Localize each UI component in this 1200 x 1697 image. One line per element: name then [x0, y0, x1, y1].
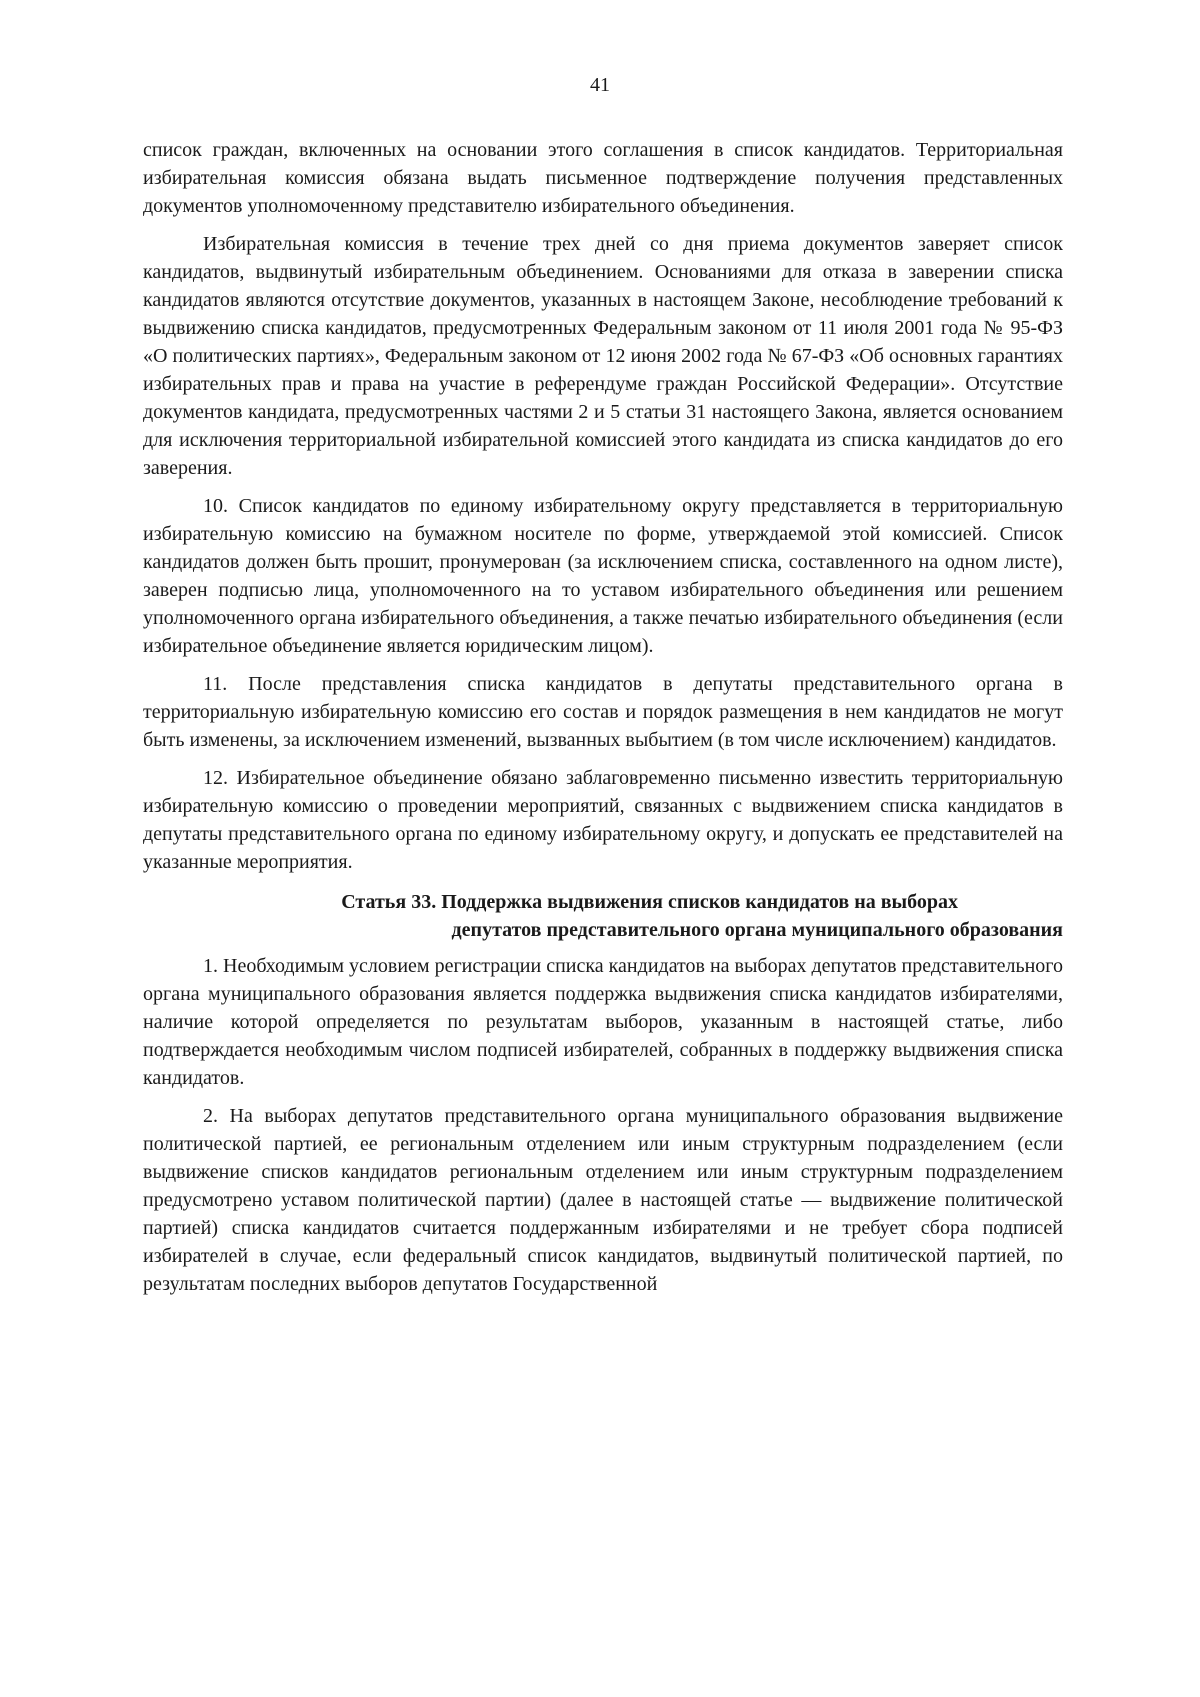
document-body	[143, 136, 1063, 1308]
page-number: 41	[590, 74, 610, 96]
paragraph-item-11: 11. После представления списка кандидатов в депутаты представительного органа в территориальную избирательную комиссию его состав и порядок размещения в нем кандидатов не могут быть изменены, за исключением изменений, вызванных выбытием (в том числе исключением) кандидатов.	[143, 673, 1063, 751]
paragraph-item-12: 12. Избирательное объединение обязано заблаговременно письменно известить территориальную избирательную комиссию о проведении мероприятий, связанных с выдвижением списка кандидатов в депутаты представительного органа по единому избирательному округу, и допускать ее представителей на указанные мероприятия.	[143, 767, 1063, 873]
article-heading-line1: Статья 33. Поддержка выдвижения списков кандидатов на выборах	[341, 891, 958, 913]
paragraph-article-item-2: 2. На выборах депутатов представительного органа муниципального образования выдвижение политической партией, ее региональным отделением или иным структурным подразделением (если выдвижение списков кандидатов региональным отделением или иным структурным подразделением предусмотрено уставом политической партии) (далее в настоящей статье — выдвижение политической партией) списка кандидатов считается поддержанным избирателями и не требует сбора подписей избирателей в случае, если федеральный список кандидатов, выдвинутый политической партией, по результатам последних выборов депутатов Государственной	[143, 1105, 1063, 1295]
article-heading	[143, 888, 1063, 944]
paragraph-continuation: список граждан, включенных на основании этого соглашения в список кандидатов. Территориальная избирательная комиссия обязана выдать письменное подтверждение получения представленных документов уполномоченному представителю избирательного объединения.	[143, 139, 1063, 217]
paragraph-article-item-1: 1. Необходимым условием регистрации списка кандидатов на выборах депутатов представительного органа муниципального образования является поддержка выдвижения списка кандидатов избирателями, наличие которой определяется по результатам выборов, указанным в настоящей статье, либо подтверждается необходимым числом подписей избирателей, собранных в поддержку выдвижения списка кандидатов.	[143, 955, 1064, 1089]
paragraph-certification: Избирательная комиссия в течение трех дней со дня приема документов заверяет список кандидатов, выдвинутый избирательным объединением. Основаниями для отказа в заверении списка кандидатов являются отсутствие документов, указанных в настоящем Законе, несоблюдение требований к выдвижению списка кандидатов, предусмотренных Федеральным законом от 11 июля 2001 года № 95-ФЗ «О политических партиях», Федеральным законом от 12 июня 2002 года № 67-ФЗ «Об основных гарантиях избирательных прав и права на участие в референдуме граждан Российской Федерации». Отсутствие документов кандидата, предусмотренных частями 2 и 5 статьи 31 настоящего Закона, является основанием для исключения территориальной избирательной комиссией этого кандидата из списка кандидатов до его заверения.	[143, 233, 1063, 479]
paragraph-item-10: 10. Список кандидатов по единому избирательному округу представляется в территориальную избирательную комиссию на бумажном носителе по форме, утверждаемой этой комиссией. Список кандидатов должен быть прошит, пронумерован (за исключением списка, составленного на одном листе), заверен подписью лица, уполномоченного на то уставом избирательного объединения или решением уполномоченного органа избирательного объединения, а также печатью избирательного объединения (если избирательное объединение является юридическим лицом).	[143, 495, 1063, 657]
article-heading-line2: депутатов представительного органа муниципального образования	[451, 919, 1063, 941]
